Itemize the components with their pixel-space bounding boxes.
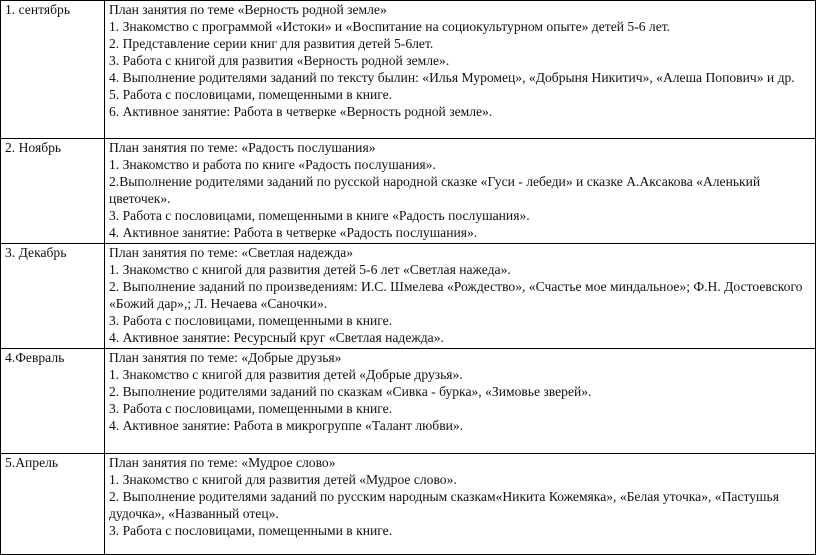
plan-cell xyxy=(105,244,816,349)
plan-cell xyxy=(105,139,816,244)
plan-item: 2. Выполнение заданий по произведениям: И.С. Шмелева «Рождество», «Счастье мое миндальное»; Ф.Н. Достоевского «Божий дар»,; Л. Нечаева «Саночки». xyxy=(109,279,803,311)
plan-item: 6. Активное занятие: Работа в четверке «Верность родной земле». xyxy=(109,104,493,119)
plan-item: 1. Знакомство с книгой для развития детей «Добрые друзья». xyxy=(109,367,463,382)
plan-item: 3. Работа с пословицами, помещенными в книге. xyxy=(109,523,393,538)
plan-item: 4. Выполнение родителями заданий по тексту былин: «Илья Муромец», «Добрыня Никитич», «Алеша Попович» и др. xyxy=(109,70,795,85)
plan-title: План занятия по теме «Верность родной земле» xyxy=(109,2,387,17)
plan-title: План занятия по теме: «Мудрое слово» xyxy=(109,455,336,470)
plan-item: 2. Выполнение родителями заданий по сказкам «Сивка - бурка», «Зимовье зверей». xyxy=(109,384,592,399)
plan-item: 1. Знакомство с книгой для развития детей «Мудрое слово». xyxy=(109,472,457,487)
plan-cell xyxy=(105,1,816,139)
month-cell: 1. сентябрь xyxy=(1,1,105,139)
plan-item: 3. Работа с пословицами, помещенными в книге. xyxy=(109,401,393,416)
plan-title: План занятия по теме: «Радость послушания» xyxy=(109,140,376,155)
month-cell: 2. Ноябрь xyxy=(1,139,105,244)
plan-item: 3. Работа с книгой для развития «Верность родной земле». xyxy=(109,53,450,68)
month-cell: 5.Апрель xyxy=(1,454,105,555)
table-row xyxy=(1,1,816,139)
plan-item: 4. Активное занятие: Работа в четверке «Радость послушания». xyxy=(109,225,478,240)
plan-item: 4. Активное занятие: Работа в микрогруппе «Талант любви». xyxy=(109,418,464,433)
table-row xyxy=(1,139,816,244)
month-cell: 3. Декабрь xyxy=(1,244,105,349)
table-row xyxy=(1,349,816,454)
plan-item: 2.Выполнение родителями заданий по русской народной сказке «Гуси - лебеди» и сказке А.Аксакова «Аленький цветочек». xyxy=(109,174,761,206)
table-row xyxy=(1,244,816,349)
plan-item: 3. Работа с пословицами, помещенными в книге «Радость послушания». xyxy=(109,208,530,223)
plan-item: 1. Знакомство с программой «Истоки» и «Воспитание на социокультурном опыте» детей 5-6 лет. xyxy=(109,19,671,34)
plan-item: 5. Работа с пословицами, помещенными в книге. xyxy=(109,87,393,102)
plan-title: План занятия по теме: «Добрые друзья» xyxy=(109,350,342,365)
plan-item: 4. Активное занятие: Ресурсный круг «Светлая надежда». xyxy=(109,330,444,345)
plan-item: 2. Выполнение родителями заданий по русским народным сказкам«Никита Кожемяка», «Белая уточка», «Пастушья дудочка», «Названный отец». xyxy=(109,489,779,521)
plan-item: 2. Представление серии книг для развития детей 5-6лет. xyxy=(109,36,434,51)
plan-cell xyxy=(105,349,816,454)
month-cell: 4.Февраль xyxy=(1,349,105,454)
plan-title: План занятия по теме: «Светлая надежда» xyxy=(109,245,354,260)
plan-item: 3. Работа с пословицами, помещенными в книге. xyxy=(109,313,393,328)
plan-item: 1. Знакомство с книгой для развития детей 5-6 лет «Светлая нажеда». xyxy=(109,262,511,277)
plan-item: 1. Знакомство и работа по книге «Радость послушания». xyxy=(109,157,436,172)
table-row xyxy=(1,454,816,555)
plan-cell xyxy=(105,454,816,555)
